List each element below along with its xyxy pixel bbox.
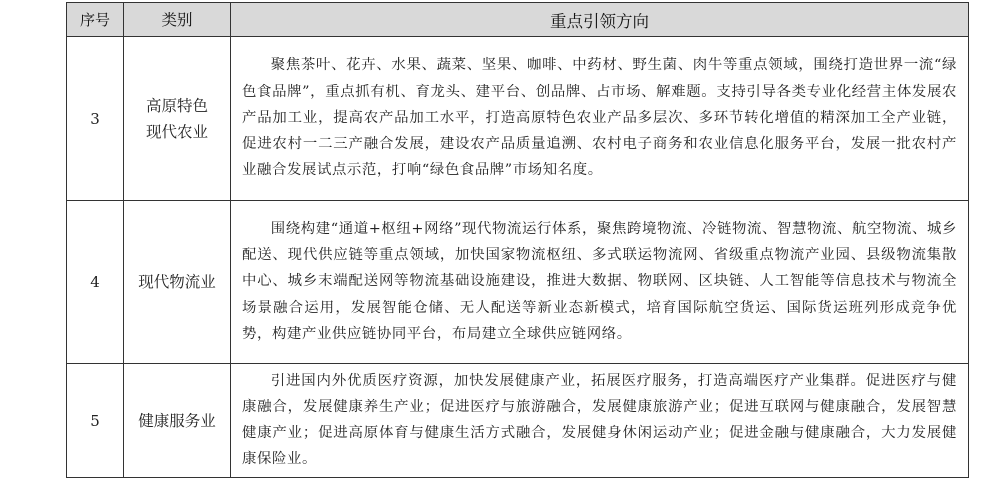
row-category: [124, 201, 231, 364]
table-row: [67, 37, 969, 201]
header-no: 序号: [67, 3, 124, 37]
direction-text: 围绕构建“通道+枢纽+网络”现代物流运行体系，聚焦跨境物流、冷链物流、智慧物流、航空物流、城乡配送、现代供应链等重点领域，加快国家物流枢纽、多式联运物流网、省级重点物流产业园、县级物流集散中心、城乡末端配送网等物流基础设施建设，推进大数据、物联网、区块链、人工智能等信息技术与物流全场景融合运用，发展智能仓储、无人配送等新业态新模式，培育国际航空货运、国际货运班列形成竞争优势，构建产业供应链协同平台，布局建立全球供应链网络。: [242, 220, 957, 342]
row-direction: [231, 364, 969, 478]
category-line: 健康服务业: [138, 411, 216, 430]
row-category: [124, 37, 231, 201]
row-direction: [231, 37, 969, 201]
category-line: 现代农业: [145, 122, 208, 141]
category-line: 高原特色: [145, 96, 208, 115]
table-row: [67, 364, 969, 478]
row-no: 4: [67, 201, 124, 364]
header-category: 类别: [124, 3, 231, 37]
industry-table: [66, 2, 969, 478]
table-row: [67, 201, 969, 364]
direction-text: 引进国内外优质医疗资源，加快发展健康产业，拓展医疗服务，打造高端医疗产业集群。促进医疗与健康融合，发展健康养生产业；促进医疗与旅游融合，发展健康旅游产业；促进互联网与健康融合，发展智慧健康产业；促进高原体育与健康生活方式融合，发展健身休闲运动产业；促进金融与健康融合，大力发展健康保险业。: [242, 372, 957, 468]
row-category: [124, 364, 231, 478]
category-line: 现代物流业: [138, 273, 216, 291]
direction-text: 聚焦茶叶、花卉、水果、蔬菜、坚果、咖啡、中药材、野生菌、肉牛等重点领域，围绕打造世界一流“绿色食品牌”，重点抓有机、育龙头、建平台、创品牌、占市场、解难题。支持引导各类专业化经营主体发展农产品加工业，提高农产品加工水平，打造高原特色农业产品多层次、多环节转化增值的精深加工全产业链，促进农村一二三产融合发展，建设农产品质量追溯、农村电子商务和农业信息化服务平台，发展一批农村产业融合发展试点示范，打响“绿色食品牌”市场知名度。: [242, 57, 957, 179]
row-no: 3: [67, 37, 124, 201]
row-no: 5: [67, 364, 124, 478]
table-header-row: [67, 3, 969, 37]
row-direction: [231, 201, 969, 364]
header-direction: 重点引领方向: [231, 3, 969, 37]
